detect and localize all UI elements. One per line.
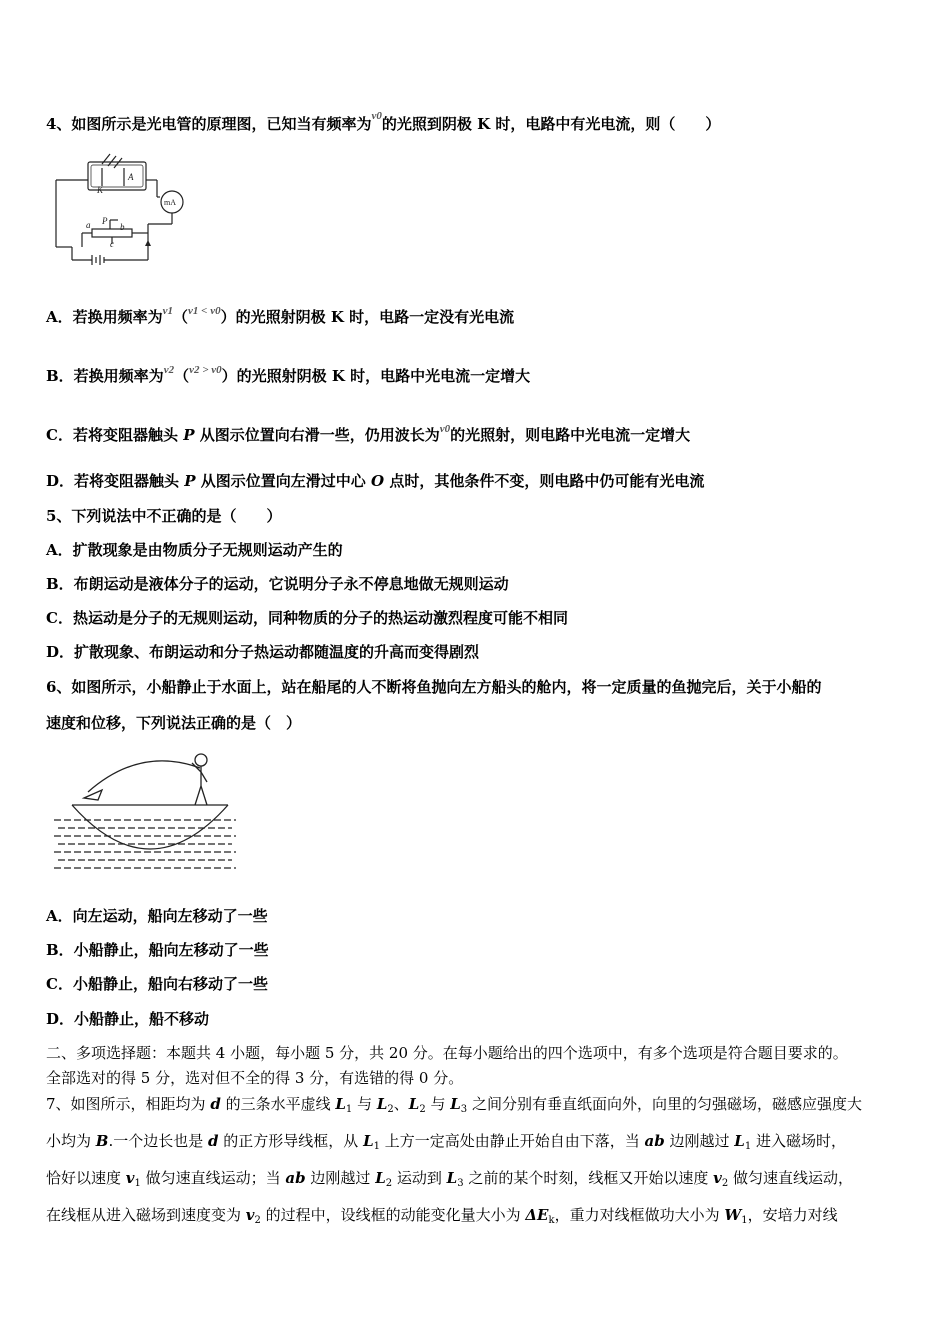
q5-option-b: B．布朗运动是液体分子的运动，它说明分子永不停息地做无规则运动	[46, 575, 509, 593]
q5-stem: 5、下列说法中不正确的是（ ）	[46, 507, 282, 525]
q7-line4: 在线框从进入磁场到速度变为 $v_2$ 的过程中，设线框的动能变化量大小为 $\Delta E_k$，重力对线框做功大小为 $W_1$，安培力对线	[46, 1206, 838, 1226]
q4-stem: 4、如图所示是光电管的原理图，已知当有频率为$^{\nu 0}$的光照到阴极 K 时，电路中有光电流，则（ ）	[46, 110, 721, 133]
q6-option-c: C．小船静止，船向右移动了一些	[46, 975, 268, 993]
q4-option-a: A．若换用频率为$^{\nu 1}$（$^{\nu 1 < \nu 0}$）的光照射阴极 K 时，电路一定没有光电流	[46, 305, 515, 326]
label-A: A	[128, 172, 134, 182]
nu1-condition: ν1 < ν0	[188, 305, 221, 317]
q6-option-a: A．向左运动，船向左移动了一些	[46, 907, 268, 925]
q6-option-d: D．小船静止，船不移动	[46, 1010, 210, 1028]
q7-line1: 7、如图所示，相距均为 d 的三条水平虚线 $L_1$ 与 $L_2$、$L_2$ 与 $L_3$ 之间分别有垂直纸面向外，向里的匀强磁场，磁感应强度大	[46, 1095, 862, 1115]
q6-stem-line2: 速度和位移，下列说法正确的是（ ）	[46, 714, 302, 732]
label-b: b	[120, 222, 125, 232]
section2-line2: 全部选对的得 5 分，选对但不全的得 3 分，有选错的得 0 分。	[46, 1069, 464, 1087]
q4-option-d: D．若将变阻器触头 P 从图示位置向左滑过中心 O 点时，其他条件不变，则电路中仍可能有光电流	[46, 472, 705, 490]
q5-option-c: C．热运动是分子的无规则运动，同种物质的分子的热运动激烈程度可能不相同	[46, 609, 568, 627]
nu2-symbol: ν2	[163, 364, 175, 376]
q6-stem-line1: 6、如图所示，小船静止于水面上，站在船尾的人不断将鱼抛向左方船头的舱内，将一定质量的鱼抛完后，关于小船的	[46, 678, 822, 696]
nu0-symbol-c: ν0	[439, 423, 451, 435]
q5-option-a: A．扩散现象是由物质分子无规则运动产生的	[46, 541, 343, 559]
q4-option-b: B．若换用频率为$^{\nu 2}$（$^{\nu 2 > \nu 0}$）的光照射阴极 K 时，电路中光电流一定增大	[46, 364, 531, 385]
q7-line3: 恰好以速度 $v_1$ 做匀速直线运动；当 ab 边刚越过 $L_2$ 运动到 $L_3$ 之前的某个时刻，线框又开始以速度 $v_2$ 做匀速直线运动，	[46, 1169, 853, 1189]
q4-option-c: C．若将变阻器触头 P 从图示位置向右滑一些，仍用波长为$^{\nu 0}$的光照射，则电路中光电流一定增大	[46, 423, 691, 444]
q5-option-d: D．扩散现象、布朗运动和分子热运动都随温度的升高而变得剧烈	[46, 643, 480, 661]
boat-figure	[50, 748, 240, 873]
label-mA: mA	[164, 198, 176, 207]
nu2-condition: ν2 > ν0	[189, 364, 222, 376]
nu0-symbol: ν0	[371, 110, 382, 122]
q7-line2: 小均为 B.一个边长也是 d 的正方形导线框，从 $L_1$ 上方一定高处由静止开始自由下落，当 ab 边刚越过 $L_1$ 进入磁场时，	[46, 1132, 846, 1152]
label-c: c	[110, 239, 114, 249]
label-a: a	[86, 220, 91, 230]
phototube-circuit-figure	[52, 152, 192, 270]
label-K: K	[97, 185, 104, 195]
q6-option-b: B．小船静止，船向左移动了一些	[46, 941, 269, 959]
nu1-symbol: ν1	[162, 305, 174, 317]
label-P: P	[102, 216, 108, 226]
section2-line1: 二、多项选择题：本题共 4 小题，每小题 5 分，共 20 分。在每小题给出的四个选项中，有多个选项是符合题目要求的。	[46, 1044, 848, 1062]
